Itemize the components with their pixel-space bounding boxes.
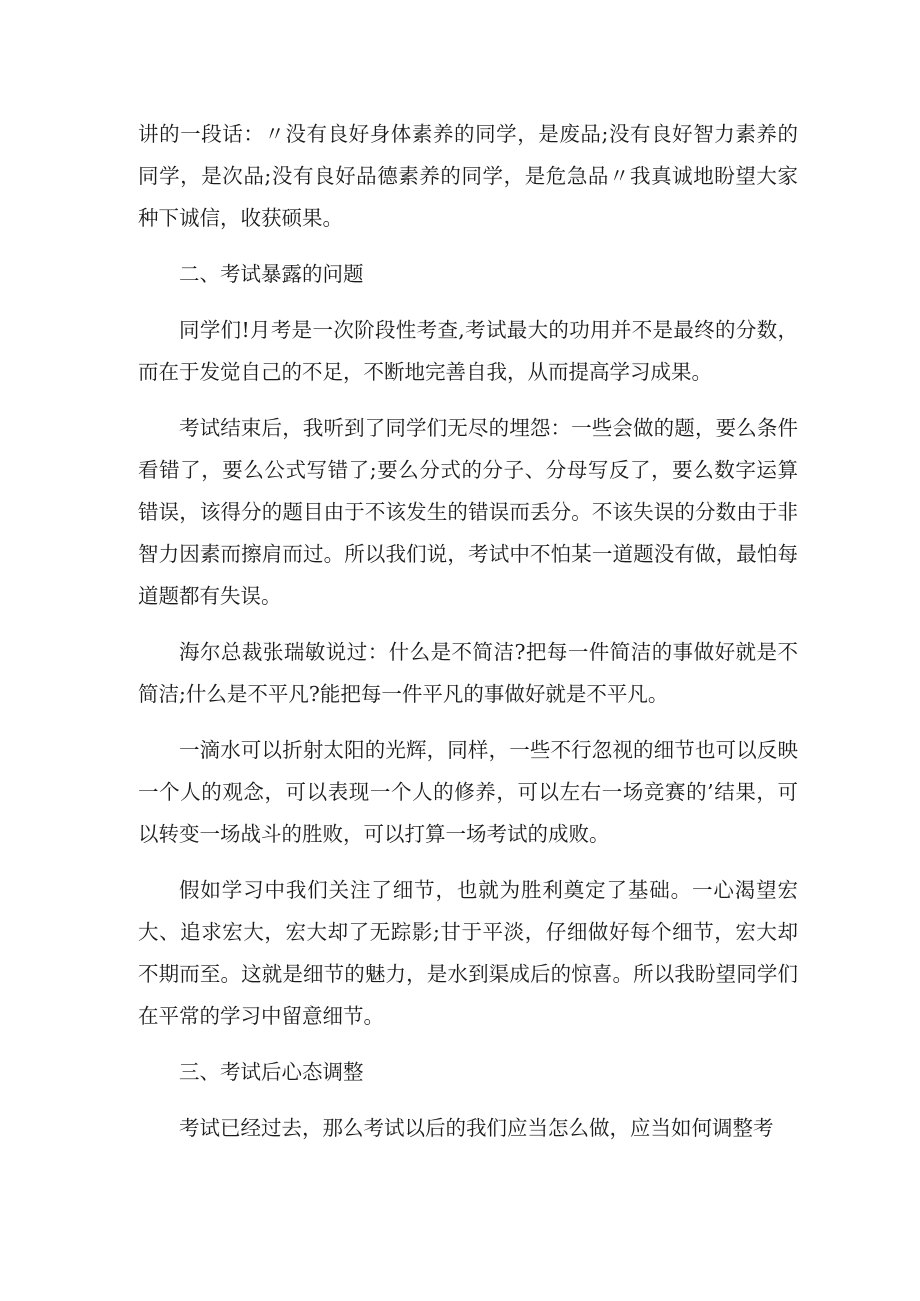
paragraph-complaints: 考试结束后，我听到了同学们无尽的埋怨：一些会做的题，要么条件看错了，要么公式写错了;要么分式的分子、分母写反了，要么数字运算错误，该得分的题目由于不该发生的错误而丢分。不该失误的分数由于非智力因素而擦肩而过。所以我们说，考试中不怕某一道题没有做，最怕每道题都有失误。 bbox=[138, 416, 798, 608]
paragraph-after-exam: 考试已经过去，那么考试以后的我们应当怎么做，应当如何调整考 bbox=[179, 1116, 774, 1140]
section-heading-mindset: 三、考试后心态调整 bbox=[179, 1060, 364, 1084]
document-body bbox=[138, 113, 798, 1163]
paragraph-monthly-exam: 同学们!月考是一次阶段性考查,考试最大的功用并不是最终的分数，而在于发觉自己的不足，不断地完善自我，从而提高学习成果。 bbox=[138, 318, 798, 384]
paragraph-details: 假如学习中我们关注了细节，也就为胜利奠定了基础。一心渴望宏大、追求宏大，宏大却了无踪影;甘于平淡，仔细做好每个细节，宏大却不期而至。这就是细节的魅力，是水到渠成后的惊喜。所以我盼望同学们在平常的学习中留意细节。 bbox=[138, 878, 798, 1028]
paragraph-quote: 讲的一段话：〃没有良好身体素养的同学，是废品;没有良好智力素养的同学，是次品;没有良好品德素养的同学，是危急品〃我真诚地盼望大家种下诚信，收获硕果。 bbox=[138, 122, 798, 230]
paragraph-water-drop: 一滴水可以折射太阳的光辉，同样，一些不行忽视的细节也可以反映一个人的观念，可以表现一个人的修养，可以左右一场竞赛的’结果，可以转变一场战斗的胜败，可以打算一场考试的成败。 bbox=[138, 738, 798, 846]
section-heading-exam-problems: 二、考试暴露的问题 bbox=[179, 262, 364, 286]
paragraph-haier-quote: 海尔总裁张瑞敏说过：什么是不简洁?把每一件简洁的事做好就是不简洁;什么是不平凡?能把每一件平凡的事做好就是不平凡。 bbox=[138, 640, 798, 706]
